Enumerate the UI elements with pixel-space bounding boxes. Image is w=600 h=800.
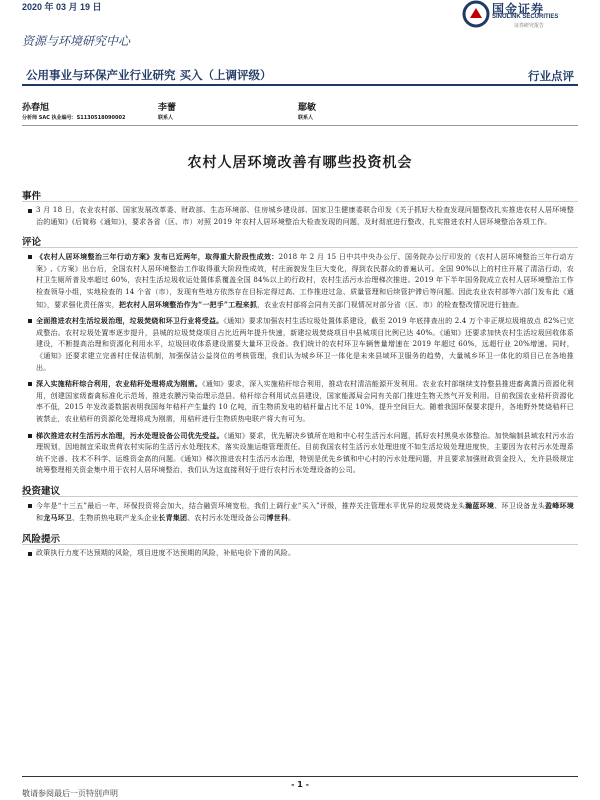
paragraph-text: 3 月 18 日，农业农村部、国家发展改革委、财政部、生态环境部、住房城乡建设部、国家卫生健康委联合印发《关于抓好大检查发现问题整改扎实推进农村人居环境整治的通知》(后简称《通知》)，要求各省（区、市）对照 2019 年农村人居环境整治大检查发现的问题，及时彻底进行整改，扎实推进农村人居环境整治各项工作。 [36,206,574,226]
analyst-role: 联系人 [298,115,314,121]
stock-name: 龙马环卫 [43,513,73,523]
paragraph-text: ，农业农村部将会同有关部门视情况对部分省（区、市）的检查整改情况进行抽查。 [256,300,524,309]
analyst-name: 孙春旭 [22,103,50,113]
paragraph-text: 2018 年 2 月 15 日中共中央办公厅、国务院办公厅印发的《农村人居环境整治三年行动方案》,《方案》出台后，全国农村人居环境整治工作取得重大阶段性成效，村庄面貌发生巨大变化，得到农民群众的普遍认可。全国 90%以上的村庄开展了清洁行动，农村卫生厕所普及率超过 60%，农村生活垃圾收运处置体系覆盖全国 84%以上的行政村，农村生活污水治理梯次推进。2019 年下半年国务院成立农村人居环境整治工作检查领导小组，实地检查的 14 个省（市），发现有些地方依然存在目标定得过高、工作推进过急、质量管理和后续管护滞后等问题。因此农业农村部等六部门发布此《通知》，要求强化责任落实， [36,253,575,309]
paragraph-text: 。 [288,514,296,523]
footer-divider [22,776,578,777]
paragraph-text: 今年是“十三五”最后一年，环保投资将会加大，结合融资环境宽松，我们上调行业“买入”评级，推荐关注管理水平优异的垃圾焚烧龙头 [36,501,466,510]
report-date: 2020 年 03 月 19 日 [22,2,102,12]
page-number: - 1 - [291,780,309,789]
risk-paragraph [22,548,578,560]
divider [22,125,578,126]
analyst-2 [158,100,176,121]
section-heading-comment: 评论 [22,232,578,248]
bullet-square-icon [28,319,32,323]
event-paragraph [22,205,578,228]
comment-paragraph-3 [22,378,578,425]
stock-name: 长青集团 [158,513,188,523]
bullet-square-icon [28,382,32,386]
section-heading-event: 事件 [22,186,578,202]
analyst-list [22,100,578,122]
investment-paragraph [22,500,578,525]
logo-subtitle: 证券研究报告 [514,23,545,29]
analyst-name: 鄢敏 [298,103,317,113]
report-type: 行业点评 [528,69,574,83]
industry-rating: 公用事业与环保产业行业研究 买入（上调评级） [26,68,272,82]
comment-paragraph-1 [22,251,578,311]
footer-disclaimer: 敬请参阅最后一页特别声明 [22,789,118,798]
paragraph-lead: 全面推进农村生活垃圾治理，垃圾焚烧和环卫行业将受益。 [36,316,224,326]
section-heading-risk: 风险提示 [22,529,578,545]
analyst-name: 李蕾 [158,103,177,113]
research-center-name: 资源与环境研究中心 [22,34,131,48]
paragraph-text: 、农村污水处理设备公司 [187,514,267,523]
logo-english-text: SINOLINK SECURITIES [492,14,559,20]
industry-title-bar [22,62,578,86]
bullet-square-icon [28,434,32,438]
paragraph-lead: 《农村人居环境整治三年行动方案》发布已近两年，取得重大阶段性成效： [36,252,279,262]
analyst-1 [22,100,125,121]
sinolink-logo-mark-icon [462,0,490,28]
comment-paragraph-4 [22,430,578,477]
analyst-3 [298,100,316,121]
comment-paragraph-2 [22,315,578,374]
section-heading-investment: 投资建议 [22,481,578,497]
stock-name: 博世科 [266,513,289,523]
paragraph-lead: 深入实施秸秆综合利用，农业秸秆处理将成为刚需。 [36,379,203,389]
paragraph-emphasis: 把农村人居环境整治作为“一把手”工程来抓 [118,299,257,309]
bullet-square-icon [28,255,32,259]
paragraph-text: 、生物质热电联产龙头企业 [72,514,159,523]
report-title: 农村人居环境改善有哪些投资机会 [187,155,413,171]
bullet-square-icon [28,504,32,508]
report-body [22,186,578,564]
bullet-square-icon [28,209,32,213]
paragraph-text: 《通知》要求，优先解决乡镇所在地和中心村生活污水问题，抓好农村黑臭水体整治。加快编制县域农村污水治理规划，因地制宜采取贵荷农村实际的生活污水处理技术，落实设施运维管理责任。目前我国农村生活污水处理进度不如生活垃圾处理进度快，主要因为农村污水处理系统不完善、技术不科学、运维资金高的问题。《通知》梯次推进农村生活污水治理，特别是优先乡镇和中心村的污水处理问题，并且要求加强财政资金投入，允许县级规定统筹整理相关资金集中用于农村人居环境整治，我们认为这直接利好于进行农村污水处理设备的公司。 [36,431,574,475]
paragraph-text: 政策执行力度不达预期的风险，项目进度不达预期的风险，补贴电价下滑的风险。 [36,549,296,558]
analyst-role: 联系人 [158,115,174,121]
paragraph-text: 《通知》要求，深入实施秸秆综合利用，推动农村清洁能源开发利用。农业农村部继续支持整县推进畜禽粪污资源化利用，创建国家级畜禽标准化示范场，推进农膜污染治理示范县、秸秆综合利用试点县建设，国家能源局会同有关部门推进生物天然气开发利用。目前我国农业秸秆资源化率不低，2015 年发改委数据表明我国每年秸秆产生量约 10 亿吨，而生物质发电的秸秆量占比不足 10%，提升空间巨大。随着我国环保要求提升，各地野外焚烧秸秆已被禁止，农业秸秆的资源化处理将成为刚需，用秸秆进行生物质热电联产将大有可为。 [36,380,574,423]
paragraph-text: 和 [36,514,44,523]
analyst-role: 分析师 SAC 执业编号：S1130518090002 [22,115,126,121]
bullet-square-icon [28,552,32,556]
paragraph-text: 、环卫设备龙头 [494,501,546,510]
logo-chinese-text: 国金证券 [492,2,545,16]
paragraph-text: 《通知》要求加强农村生活垃圾处置体系建设，截至 2019 年底排查出的 2.4 万个非正规垃圾堆放点 82%已完成整治。农村垃圾处置率逐步提升，县城的垃圾焚烧项目占比近两年提升快速，新建垃圾焚烧项目中县城项目比例已达 40%。《通知》还要求加快农村生活垃圾回收体系建设，不断提高治理和资源化利用水平，垃圾回收体系建设需要大量环卫设备。我们统计的农村环卫车辆售量增速在 2019 年超过 60%，远超行业 20%增速。同时，《通知》还要求建立完善村庄保洁机制，加强保洁公益岗位的考核管理，我们认为城乡环卫一体化是未来县域环卫服务的趋势，大量城乡环卫一体化的项目已在各地推出。 [36,317,574,372]
paragraph-lead: 梯次推进农村生活污水治理，污水处理设备公司优先受益。 [36,430,224,440]
sinolink-logo [462,0,582,30]
stock-name: 瀚蓝环境 [465,500,495,510]
stock-name: 盈峰环境 [545,500,574,510]
